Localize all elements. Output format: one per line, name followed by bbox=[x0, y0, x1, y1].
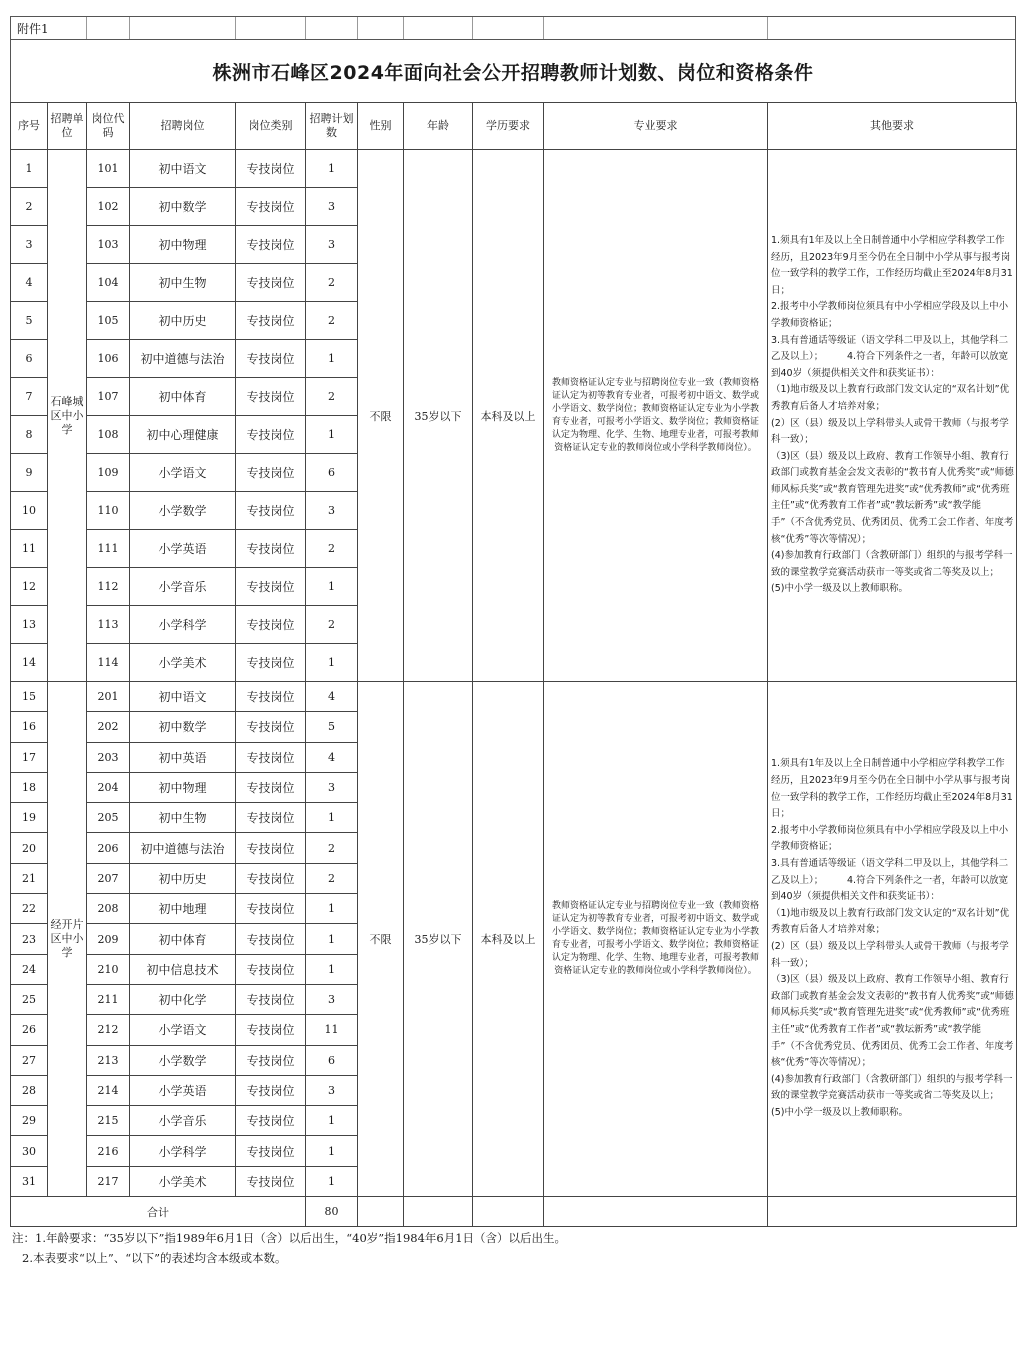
row-position: 小学美术 bbox=[130, 1166, 236, 1196]
row-category: 专技岗位 bbox=[236, 1075, 306, 1105]
table-row bbox=[11, 150, 1017, 188]
row-count: 3 bbox=[306, 226, 358, 264]
row-count: 4 bbox=[306, 682, 358, 712]
row-seq: 21 bbox=[11, 863, 48, 893]
row-count: 1 bbox=[306, 894, 358, 924]
row-position: 初中历史 bbox=[130, 302, 236, 340]
row-count: 1 bbox=[306, 150, 358, 188]
header-seq: 序号 bbox=[11, 103, 48, 150]
row-code: 209 bbox=[87, 924, 130, 954]
row-position: 初中地理 bbox=[130, 894, 236, 924]
row-code: 203 bbox=[87, 742, 130, 772]
row-position: 小学数学 bbox=[130, 1045, 236, 1075]
row-category: 专技岗位 bbox=[236, 302, 306, 340]
requirement-line: (2）区（县）级及以上学科带头人或骨干教师（与报考学科一致）； bbox=[771, 417, 1009, 446]
header-code: 岗位代码 bbox=[87, 103, 130, 150]
row-count: 1 bbox=[306, 644, 358, 682]
requirement-line: (2）区（县）级及以上学科带头人或骨干教师（与报考学科一致）； bbox=[771, 941, 1009, 969]
row-count: 2 bbox=[306, 302, 358, 340]
age-cell: 35岁以下 bbox=[404, 682, 473, 1197]
row-code: 102 bbox=[87, 188, 130, 226]
row-category: 专技岗位 bbox=[236, 568, 306, 606]
row-position: 初中历史 bbox=[130, 863, 236, 893]
row-count: 2 bbox=[306, 264, 358, 302]
row-position: 初中物理 bbox=[130, 772, 236, 802]
row-seq: 26 bbox=[11, 1015, 48, 1045]
row-category: 专技岗位 bbox=[236, 378, 306, 416]
requirement-line: （1)地市级及以上教育行政部门发文认定的“双名计划”优秀教育后备人才培养对象； bbox=[771, 384, 1010, 412]
unit-cell: 石峰城区中小学 bbox=[48, 150, 87, 682]
row-count: 6 bbox=[306, 1045, 358, 1075]
requirement-line: 2.报考中小学教师岗位须具有中小学相应学段及以上中小学教师资格证； bbox=[771, 824, 1009, 853]
row-code: 101 bbox=[87, 150, 130, 188]
row-code: 215 bbox=[87, 1106, 130, 1136]
row-seq: 27 bbox=[11, 1045, 48, 1075]
row-seq: 25 bbox=[11, 984, 48, 1014]
header-education: 学历要求 bbox=[473, 103, 544, 150]
row-category: 专技岗位 bbox=[236, 264, 306, 302]
total-label: 合计 bbox=[11, 1197, 306, 1227]
row-position: 初中语文 bbox=[130, 682, 236, 712]
row-seq: 15 bbox=[11, 682, 48, 712]
requirement-line: 3.具有普通话等级证（语文学科二甲及以上，其他学科二乙及以上）； 4.符合下列条件之一者，年龄可以放宽到40岁（须提供相关文件和获奖证书）： bbox=[771, 334, 1009, 379]
row-position: 初中心理健康 bbox=[130, 416, 236, 454]
row-seq: 29 bbox=[11, 1106, 48, 1136]
recruitment-table bbox=[10, 102, 1017, 1227]
row-code: 113 bbox=[87, 606, 130, 644]
row-code: 211 bbox=[87, 984, 130, 1014]
row-count: 5 bbox=[306, 712, 358, 742]
header-age: 年龄 bbox=[404, 103, 473, 150]
row-code: 216 bbox=[87, 1136, 130, 1166]
row-code: 106 bbox=[87, 340, 130, 378]
row-code: 104 bbox=[87, 264, 130, 302]
row-category: 专技岗位 bbox=[236, 226, 306, 264]
other-requirements-cell bbox=[768, 682, 1017, 1197]
row-category: 专技岗位 bbox=[236, 1045, 306, 1075]
row-code: 204 bbox=[87, 772, 130, 802]
row-code: 213 bbox=[87, 1045, 130, 1075]
row-count: 2 bbox=[306, 863, 358, 893]
row-seq: 10 bbox=[11, 492, 48, 530]
row-seq: 23 bbox=[11, 924, 48, 954]
row-count: 1 bbox=[306, 416, 358, 454]
row-category: 专技岗位 bbox=[236, 894, 306, 924]
row-category: 专技岗位 bbox=[236, 188, 306, 226]
row-code: 111 bbox=[87, 530, 130, 568]
notes bbox=[10, 1228, 1016, 1268]
row-seq: 19 bbox=[11, 803, 48, 833]
row-seq: 28 bbox=[11, 1075, 48, 1105]
row-seq: 12 bbox=[11, 568, 48, 606]
row-count: 1 bbox=[306, 1106, 358, 1136]
row-category: 专技岗位 bbox=[236, 803, 306, 833]
row-count: 3 bbox=[306, 772, 358, 802]
header-position: 招聘岗位 bbox=[130, 103, 236, 150]
row-category: 专技岗位 bbox=[236, 416, 306, 454]
row-position: 初中体育 bbox=[130, 378, 236, 416]
row-count: 3 bbox=[306, 188, 358, 226]
row-position: 初中体育 bbox=[130, 924, 236, 954]
row-seq: 13 bbox=[11, 606, 48, 644]
row-count: 1 bbox=[306, 924, 358, 954]
major-cell: 教师资格证认定专业与招聘岗位专业一致（教师资格证认定为初等教育专业者，可报考初中语文、数学或小学语文、数学岗位；教师资格证认定专业为小学教育专业者，可报考小学语文、数学岗位；教师资格证认定为物理、化学、生物、地理专业者，可报考教师资格证认定专业的教师岗位或小学科学教师岗位）。 bbox=[544, 682, 768, 1197]
row-count: 1 bbox=[306, 954, 358, 984]
row-seq: 2 bbox=[11, 188, 48, 226]
row-category: 专技岗位 bbox=[236, 606, 306, 644]
row-count: 3 bbox=[306, 492, 358, 530]
row-position: 初中道德与法治 bbox=[130, 833, 236, 863]
row-category: 专技岗位 bbox=[236, 863, 306, 893]
row-category: 专技岗位 bbox=[236, 772, 306, 802]
attachment-label: 附件1 bbox=[11, 17, 87, 39]
row-position: 小学语文 bbox=[130, 1015, 236, 1045]
row-category: 专技岗位 bbox=[236, 833, 306, 863]
row-code: 114 bbox=[87, 644, 130, 682]
row-count: 1 bbox=[306, 340, 358, 378]
row-category: 专技岗位 bbox=[236, 954, 306, 984]
header-category: 岗位类别 bbox=[236, 103, 306, 150]
requirement-line: (4)参加教育行政部门（含教研部门）组织的与报考学科一致的课堂教学竞赛活动获市一等奖或省二等奖及以上； bbox=[771, 550, 1013, 578]
row-position: 初中语文 bbox=[130, 150, 236, 188]
row-category: 专技岗位 bbox=[236, 644, 306, 682]
requirement-line: (4)参加教育行政部门（含教研部门）组织的与报考学科一致的课堂教学竞赛活动获市一等奖或省二等奖及以上； bbox=[771, 1073, 1013, 1102]
row-position: 初中物理 bbox=[130, 226, 236, 264]
recruitment-sheet bbox=[10, 16, 1016, 1268]
row-count: 2 bbox=[306, 606, 358, 644]
row-code: 214 bbox=[87, 1075, 130, 1105]
row-category: 专技岗位 bbox=[236, 682, 306, 712]
row-count: 1 bbox=[306, 568, 358, 606]
row-category: 专技岗位 bbox=[236, 454, 306, 492]
row-code: 112 bbox=[87, 568, 130, 606]
total-row bbox=[11, 1197, 1017, 1227]
requirement-line: 1.须具有1年及以上全日制普通中小学相应学科教学工作经历，且2023年9月至今仍在全日制中小学从事与报考岗位一致学科的教学工作，工作经历均截止至2024年8月31日； bbox=[771, 758, 1013, 820]
requirement-line: （3)区（县）级及以上政府、教育工作领导小组、教育行政部门或教育基金会发文表彰的“教书育人优秀奖”或“师德师风标兵奖”或“教育管理先进奖”或“优秀教师”或“优秀班主任”或“优秀教育工作者”或“教坛新秀”或“教学能手”（不含优秀党员、优秀团员、优秀工会工作者、年度考核“优秀”等次等情况）； bbox=[771, 974, 1014, 1069]
row-code: 108 bbox=[87, 416, 130, 454]
requirement-line: （3)区（县）级及以上政府、教育工作领导小组、教育行政部门或教育基金会发文表彰的“教书育人优秀奖”或“师德师风标兵奖”或“教育管理先进奖”或“优秀教师”或“优秀班主任”或“优秀教育工作者”或“教坛新秀”或“教学能手”（不含优秀党员、优秀团员、优秀工会工作者、年度考核“优秀”等次等情况）； bbox=[771, 450, 1014, 545]
row-position: 初中信息技术 bbox=[130, 954, 236, 984]
requirement-line: 3.具有普通话等级证（语文学科二甲及以上，其他学科二乙及以上）； 4.符合下列条件之一者，年龄可以放宽到40岁（须提供相关文件和获奖证书）： bbox=[771, 858, 1009, 903]
row-category: 专技岗位 bbox=[236, 150, 306, 188]
row-position: 小学科学 bbox=[130, 1136, 236, 1166]
row-category: 专技岗位 bbox=[236, 530, 306, 568]
row-code: 206 bbox=[87, 833, 130, 863]
age-cell: 35岁以下 bbox=[404, 150, 473, 682]
row-code: 210 bbox=[87, 954, 130, 984]
requirement-line: (5)中小学一级及以上教师职称。 bbox=[771, 1106, 908, 1118]
row-position: 小学英语 bbox=[130, 530, 236, 568]
row-code: 217 bbox=[87, 1166, 130, 1196]
row-code: 207 bbox=[87, 863, 130, 893]
row-seq: 5 bbox=[11, 302, 48, 340]
row-position: 初中道德与法治 bbox=[130, 340, 236, 378]
row-position: 小学音乐 bbox=[130, 568, 236, 606]
row-code: 103 bbox=[87, 226, 130, 264]
requirement-line: （1)地市级及以上教育行政部门发文认定的“双名计划”优秀教育后备人才培养对象； bbox=[771, 907, 1010, 936]
row-count: 2 bbox=[306, 378, 358, 416]
row-code: 205 bbox=[87, 803, 130, 833]
row-count: 6 bbox=[306, 454, 358, 492]
row-seq: 16 bbox=[11, 712, 48, 742]
row-position: 小学数学 bbox=[130, 492, 236, 530]
row-seq: 18 bbox=[11, 772, 48, 802]
row-category: 专技岗位 bbox=[236, 984, 306, 1014]
row-position: 小学音乐 bbox=[130, 1106, 236, 1136]
other-requirements-cell bbox=[768, 150, 1017, 682]
note-2: 2.本表要求“以上”、“以下”的表述均含本级或本数。 bbox=[22, 1251, 287, 1266]
row-code: 212 bbox=[87, 1015, 130, 1045]
row-seq: 30 bbox=[11, 1136, 48, 1166]
row-seq: 6 bbox=[11, 340, 48, 378]
row-count: 4 bbox=[306, 742, 358, 772]
row-seq: 4 bbox=[11, 264, 48, 302]
row-position: 初中化学 bbox=[130, 984, 236, 1014]
note-1: 注：1.年龄要求：“35岁以下”指1989年6月1日（含）以后出生，“40岁”指1984年6月1日（含）以后出生。 bbox=[12, 1231, 567, 1246]
row-count: 1 bbox=[306, 1166, 358, 1196]
row-category: 专技岗位 bbox=[236, 924, 306, 954]
row-code: 109 bbox=[87, 454, 130, 492]
row-position: 初中生物 bbox=[130, 803, 236, 833]
row-count: 3 bbox=[306, 1075, 358, 1105]
row-seq: 20 bbox=[11, 833, 48, 863]
education-cell: 本科及以上 bbox=[473, 682, 544, 1197]
row-seq: 3 bbox=[11, 226, 48, 264]
major-cell: 教师资格证认定专业与招聘岗位专业一致（教师资格证认定为初等教育专业者，可报考初中语文、数学或小学语文、数学岗位；教师资格证认定专业为小学教育专业者，可报考小学语文、数学岗位；教师资格证认定为物理、化学、生物、地理专业者，可报考教师资格证认定专业的教师岗位或小学科学教师岗位）。 bbox=[544, 150, 768, 682]
row-code: 107 bbox=[87, 378, 130, 416]
row-code: 201 bbox=[87, 682, 130, 712]
header-count: 招聘计划数 bbox=[306, 103, 358, 150]
row-code: 208 bbox=[87, 894, 130, 924]
row-position: 初中数学 bbox=[130, 188, 236, 226]
row-seq: 24 bbox=[11, 954, 48, 984]
row-category: 专技岗位 bbox=[236, 492, 306, 530]
table-row bbox=[11, 682, 1017, 712]
row-code: 110 bbox=[87, 492, 130, 530]
header-unit: 招聘单位 bbox=[48, 103, 87, 150]
education-cell: 本科及以上 bbox=[473, 150, 544, 682]
row-seq: 31 bbox=[11, 1166, 48, 1196]
row-position: 小学英语 bbox=[130, 1075, 236, 1105]
row-seq: 8 bbox=[11, 416, 48, 454]
row-count: 3 bbox=[306, 984, 358, 1014]
row-count: 1 bbox=[306, 1136, 358, 1166]
row-seq: 9 bbox=[11, 454, 48, 492]
row-category: 专技岗位 bbox=[236, 1166, 306, 1196]
row-code: 202 bbox=[87, 712, 130, 742]
row-category: 专技岗位 bbox=[236, 712, 306, 742]
row-category: 专技岗位 bbox=[236, 1015, 306, 1045]
row-position: 初中英语 bbox=[130, 742, 236, 772]
row-position: 小学美术 bbox=[130, 644, 236, 682]
row-count: 2 bbox=[306, 530, 358, 568]
row-seq: 22 bbox=[11, 894, 48, 924]
total-count: 80 bbox=[306, 1197, 358, 1227]
attachment-row bbox=[10, 16, 1016, 39]
row-count: 1 bbox=[306, 803, 358, 833]
requirement-line: 1.须具有1年及以上全日制普通中小学相应学科教学工作经历，且2023年9月至今仍在全日制中小学从事与报考岗位一致学科的教学工作，工作经历均截止至2024年8月31日； bbox=[771, 234, 1013, 296]
unit-cell: 经开片区中小学 bbox=[48, 682, 87, 1197]
row-category: 专技岗位 bbox=[236, 340, 306, 378]
header-other: 其他要求 bbox=[768, 103, 1017, 150]
row-position: 小学语文 bbox=[130, 454, 236, 492]
row-category: 专技岗位 bbox=[236, 1136, 306, 1166]
row-count: 2 bbox=[306, 833, 358, 863]
row-seq: 17 bbox=[11, 742, 48, 772]
row-code: 105 bbox=[87, 302, 130, 340]
row-seq: 7 bbox=[11, 378, 48, 416]
row-position: 初中数学 bbox=[130, 712, 236, 742]
row-category: 专技岗位 bbox=[236, 1106, 306, 1136]
header-gender: 性别 bbox=[358, 103, 404, 150]
row-position: 小学科学 bbox=[130, 606, 236, 644]
row-seq: 14 bbox=[11, 644, 48, 682]
gender-cell: 不限 bbox=[358, 682, 404, 1197]
row-seq: 11 bbox=[11, 530, 48, 568]
header-major: 专业要求 bbox=[544, 103, 768, 150]
requirement-line: 2.报考中小学教师岗位须具有中小学相应学段及以上中小学教师资格证； bbox=[771, 301, 1009, 329]
gender-cell: 不限 bbox=[358, 150, 404, 682]
row-count: 11 bbox=[306, 1015, 358, 1045]
row-seq: 1 bbox=[11, 150, 48, 188]
row-category: 专技岗位 bbox=[236, 742, 306, 772]
header-row bbox=[11, 103, 1017, 150]
requirement-line: (5)中小学一级及以上教师职称。 bbox=[771, 583, 908, 595]
page-title: 株洲市石峰区2024年面向社会公开招聘教师计划数、岗位和资格条件 bbox=[10, 39, 1016, 102]
row-position: 初中生物 bbox=[130, 264, 236, 302]
